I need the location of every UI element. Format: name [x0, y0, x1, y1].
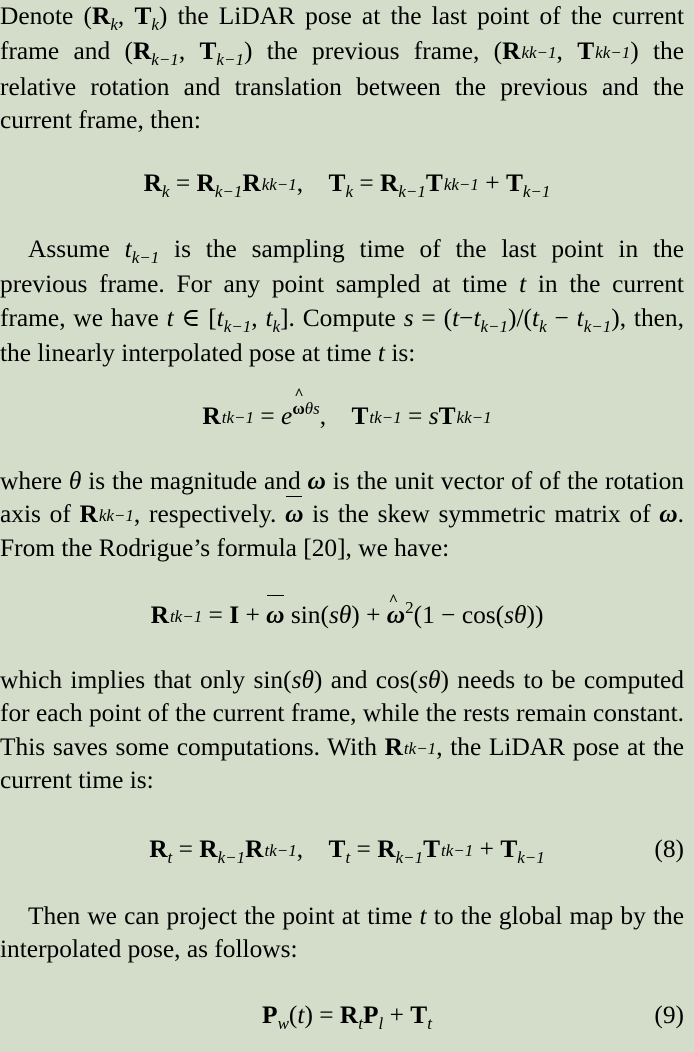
paragraph-4: which implies that only sin(sθ) and cos(sθ) needs to be computed for each point of the current frame, while the rests remain constant. This saves some computations. With Rtk−1, the LiDAR pose at the current time is:: [0, 666, 685, 794]
paragraph-text: . Compute: [288, 303, 404, 332]
paragraph-text: is the skew symmetric matrix of: [303, 500, 660, 529]
paragraph-text: , then, the linearly interpolated pose at time: [0, 303, 684, 367]
paragraph-text: to the global map by the interpolated pose, as follows:: [0, 902, 684, 964]
equation-number: (8): [654, 835, 684, 863]
paragraph-text: Then we can project the point at time: [28, 902, 420, 930]
equation-pose-composition: $R_k = R_{k-1}Rkk-1$, $T_k = R_{k-1}Tkk-1 + T_{k-1}$: [143, 169, 551, 201]
paragraph-5: Then we can project the point at time t to the global map by the interpolated pose, as follows:: [0, 902, 684, 964]
equation-8-body: $R_t = R_{k-1}Rtk-1$, $T_t = R_{k-1}Ttk-1 + T_{k-1}$: [149, 835, 545, 867]
paragraph-text: Denote (: [0, 2, 92, 30]
paragraph-text: is:: [384, 338, 416, 367]
equation-rodrigues: Rtk−1 = I + ω sin(sθ) + ^ $\omega^2(1 - \cos(s\theta))$: [0, 597, 694, 636]
paragraph-text: , respectively.: [133, 500, 286, 529]
paragraph-text: ) the relative rotation and translation between the previous and the current frame, then:: [0, 37, 685, 134]
equation-8: [0, 831, 694, 870]
paragraph-text: is the magnitude and: [81, 467, 308, 495]
paragraph-text: where: [0, 467, 69, 495]
paragraph-text: is the sampling time of the last point in the previous frame. For any point sampled at time: [0, 235, 684, 299]
paragraph-text: ) the previous frame, (: [243, 37, 503, 66]
equation-9: [0, 997, 694, 1036]
paragraph-2: Assume $t_{k-1}$ is the sampling time of the last point in the previous frame. For any point sampled at time t in the current frame, we have t ∈ [$t_{k-1}$, $t_k$]. Compute $s = (t-t_{k-1})/(t_k - t_{k-1})$, then, the linearly interpolated pose at time t is:: [0, 235, 684, 367]
paragraph-text: in the current frame, we have: [0, 270, 684, 332]
paragraph-text: which implies that only: [0, 666, 254, 694]
paragraph-text: , the LiDAR pose at the current time is:: [0, 732, 684, 794]
paragraph-text: is the unit vector of of the rotation axis of: [0, 467, 685, 529]
paragraph-text: ) the LiDAR pose at the last point of the current frame and (: [0, 2, 685, 66]
paragraph-3: where θ is the magnitude and ω is the unit vector of of the rotation axis of Rkk−1, respectively. ω is the skew symmetric matrix of ω. From the Rodrigue’s formula [20], we have:: [0, 467, 685, 562]
equation-interpolated-pose: Rtk−1 = e^ $^{\omega\theta s}$, Ttk−1 = sTkk−1: [0, 398, 694, 437]
equation-number: (9): [654, 1001, 684, 1029]
paragraph-text: and: [322, 666, 376, 694]
paragraph-text: Assume: [28, 235, 125, 263]
equation-9-body: $P_w(t) = R_tP_l + T_t$: [262, 1001, 432, 1033]
paragraph-text: needs to be computed for each point of the current frame, while the rests remain constant. This saves some computations. With: [0, 666, 685, 761]
paragraph-1: Denote ($R_k$, $T_k$) the LiDAR pose at the last point of the current frame and ($R_{k-1}$, $T_{k-1}$) the previous frame, (Rkk−1, Tkk−1) the relative rotation and translation between the previous and the current frame, then:: [0, 2, 685, 134]
paragraph-text: . From the Rodrigue’s formula [20], we have:: [0, 500, 684, 562]
